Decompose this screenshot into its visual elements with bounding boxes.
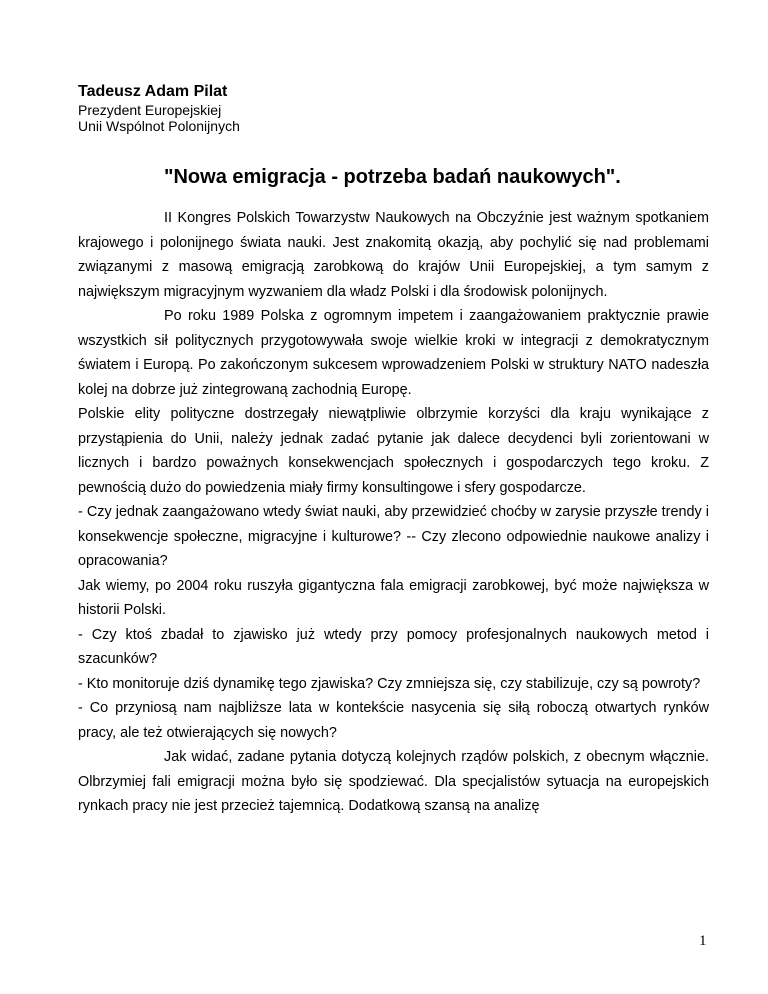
paragraph-conclusion: Jak widać, zadane pytania dotyczą kolejnych rządów polskich, z obecnym włącznie. Olbrzymiej fali emigracji można było się spodziewać. Dla specjalistów sytuacja na europejskich rynkach pracy nie jest przecież tajemnicą. Dodatkową szansą na analizę: [78, 749, 709, 814]
page-number: 1: [699, 933, 707, 949]
paragraph-question-science: - Czy jednak zaangażowano wtedy świat nauki, aby przewidzieć choćby w zarysie przyszłe trendy i konsekwencje społeczne, migracyjne i kulturowe? -- Czy zlecono odpowiednie naukowe analizy i opracowania?: [78, 504, 709, 569]
paragraph-intro: II Kongres Polskich Towarzystw Naukowych na Obczyźnie jest ważnym spotkaniem krajowego i polonijnego świata nauki. Jest znakomitą okazją, aby pochylić się nad problemami związanymi z masową emigracją zarobkową do krajów Unii Europejskiej, a tym samym z największym migracyjnym wyzwaniem dla władz Polski i dla środowisk polonijnych.: [78, 210, 709, 300]
document-body: [78, 206, 709, 819]
paragraph-question-research: - Czy ktoś zbadał to zjawisko już wtedy przy pomocy profesjonalnych naukowych metod i szacunków?: [78, 626, 709, 667]
affiliation-line-1: Prezydent Europejskiej: [78, 102, 222, 118]
paragraph-question-future: - Co przyniosą nam najbliższe lata w kontekście nasycenia się siłą roboczą otwartych rynków pracy, ale też otwierających się nowych?: [78, 700, 709, 741]
paragraph-elites: Polskie elity polityczne dostrzegały niewątpliwie olbrzymie korzyści dla kraju wynikające z przystąpienia do Unii, należy jednak zadać pytanie jak dalece decydenci byli zorientowani w licznych i bardzo poważnych konsekwencjach społecznych i gospodarczych tego kroku. Z pewnością dużo do powiedzenia miały firmy konsultingowe i sfery gospodarcze.: [78, 406, 709, 496]
affiliation-line-2: Unii Wspólnot Polonijnych: [78, 118, 240, 134]
paragraph-question-monitoring: - Kto monitoruje dziś dynamikę tego zjawiska? Czy zmniejsza się, czy stabilizuje, czy są powroty?: [78, 675, 701, 692]
author-affiliation: [78, 102, 240, 134]
document-title: "Nowa emigracja - potrzeba badań naukowych".: [164, 166, 621, 188]
paragraph-wave: Jak wiemy, po 2004 roku ruszyła gigantyczna fala emigracji zarobkowej, być może największa w historii Polski.: [78, 577, 709, 618]
paragraph-history: Po roku 1989 Polska z ogromnym impetem i zaangażowaniem praktycznie prawie wszystkich sił politycznych przygotowywała swoje wielkie kroki w integracji z demokratycznym światem i Europą. Po zakończonym sukcesem wprowadzeniem Polski w struktury NATO nadeszła kolej na dobrze już zintegrowaną zachodnią Europę.: [78, 308, 709, 398]
author-name: Tadeusz Adam Pilat: [78, 83, 228, 100]
